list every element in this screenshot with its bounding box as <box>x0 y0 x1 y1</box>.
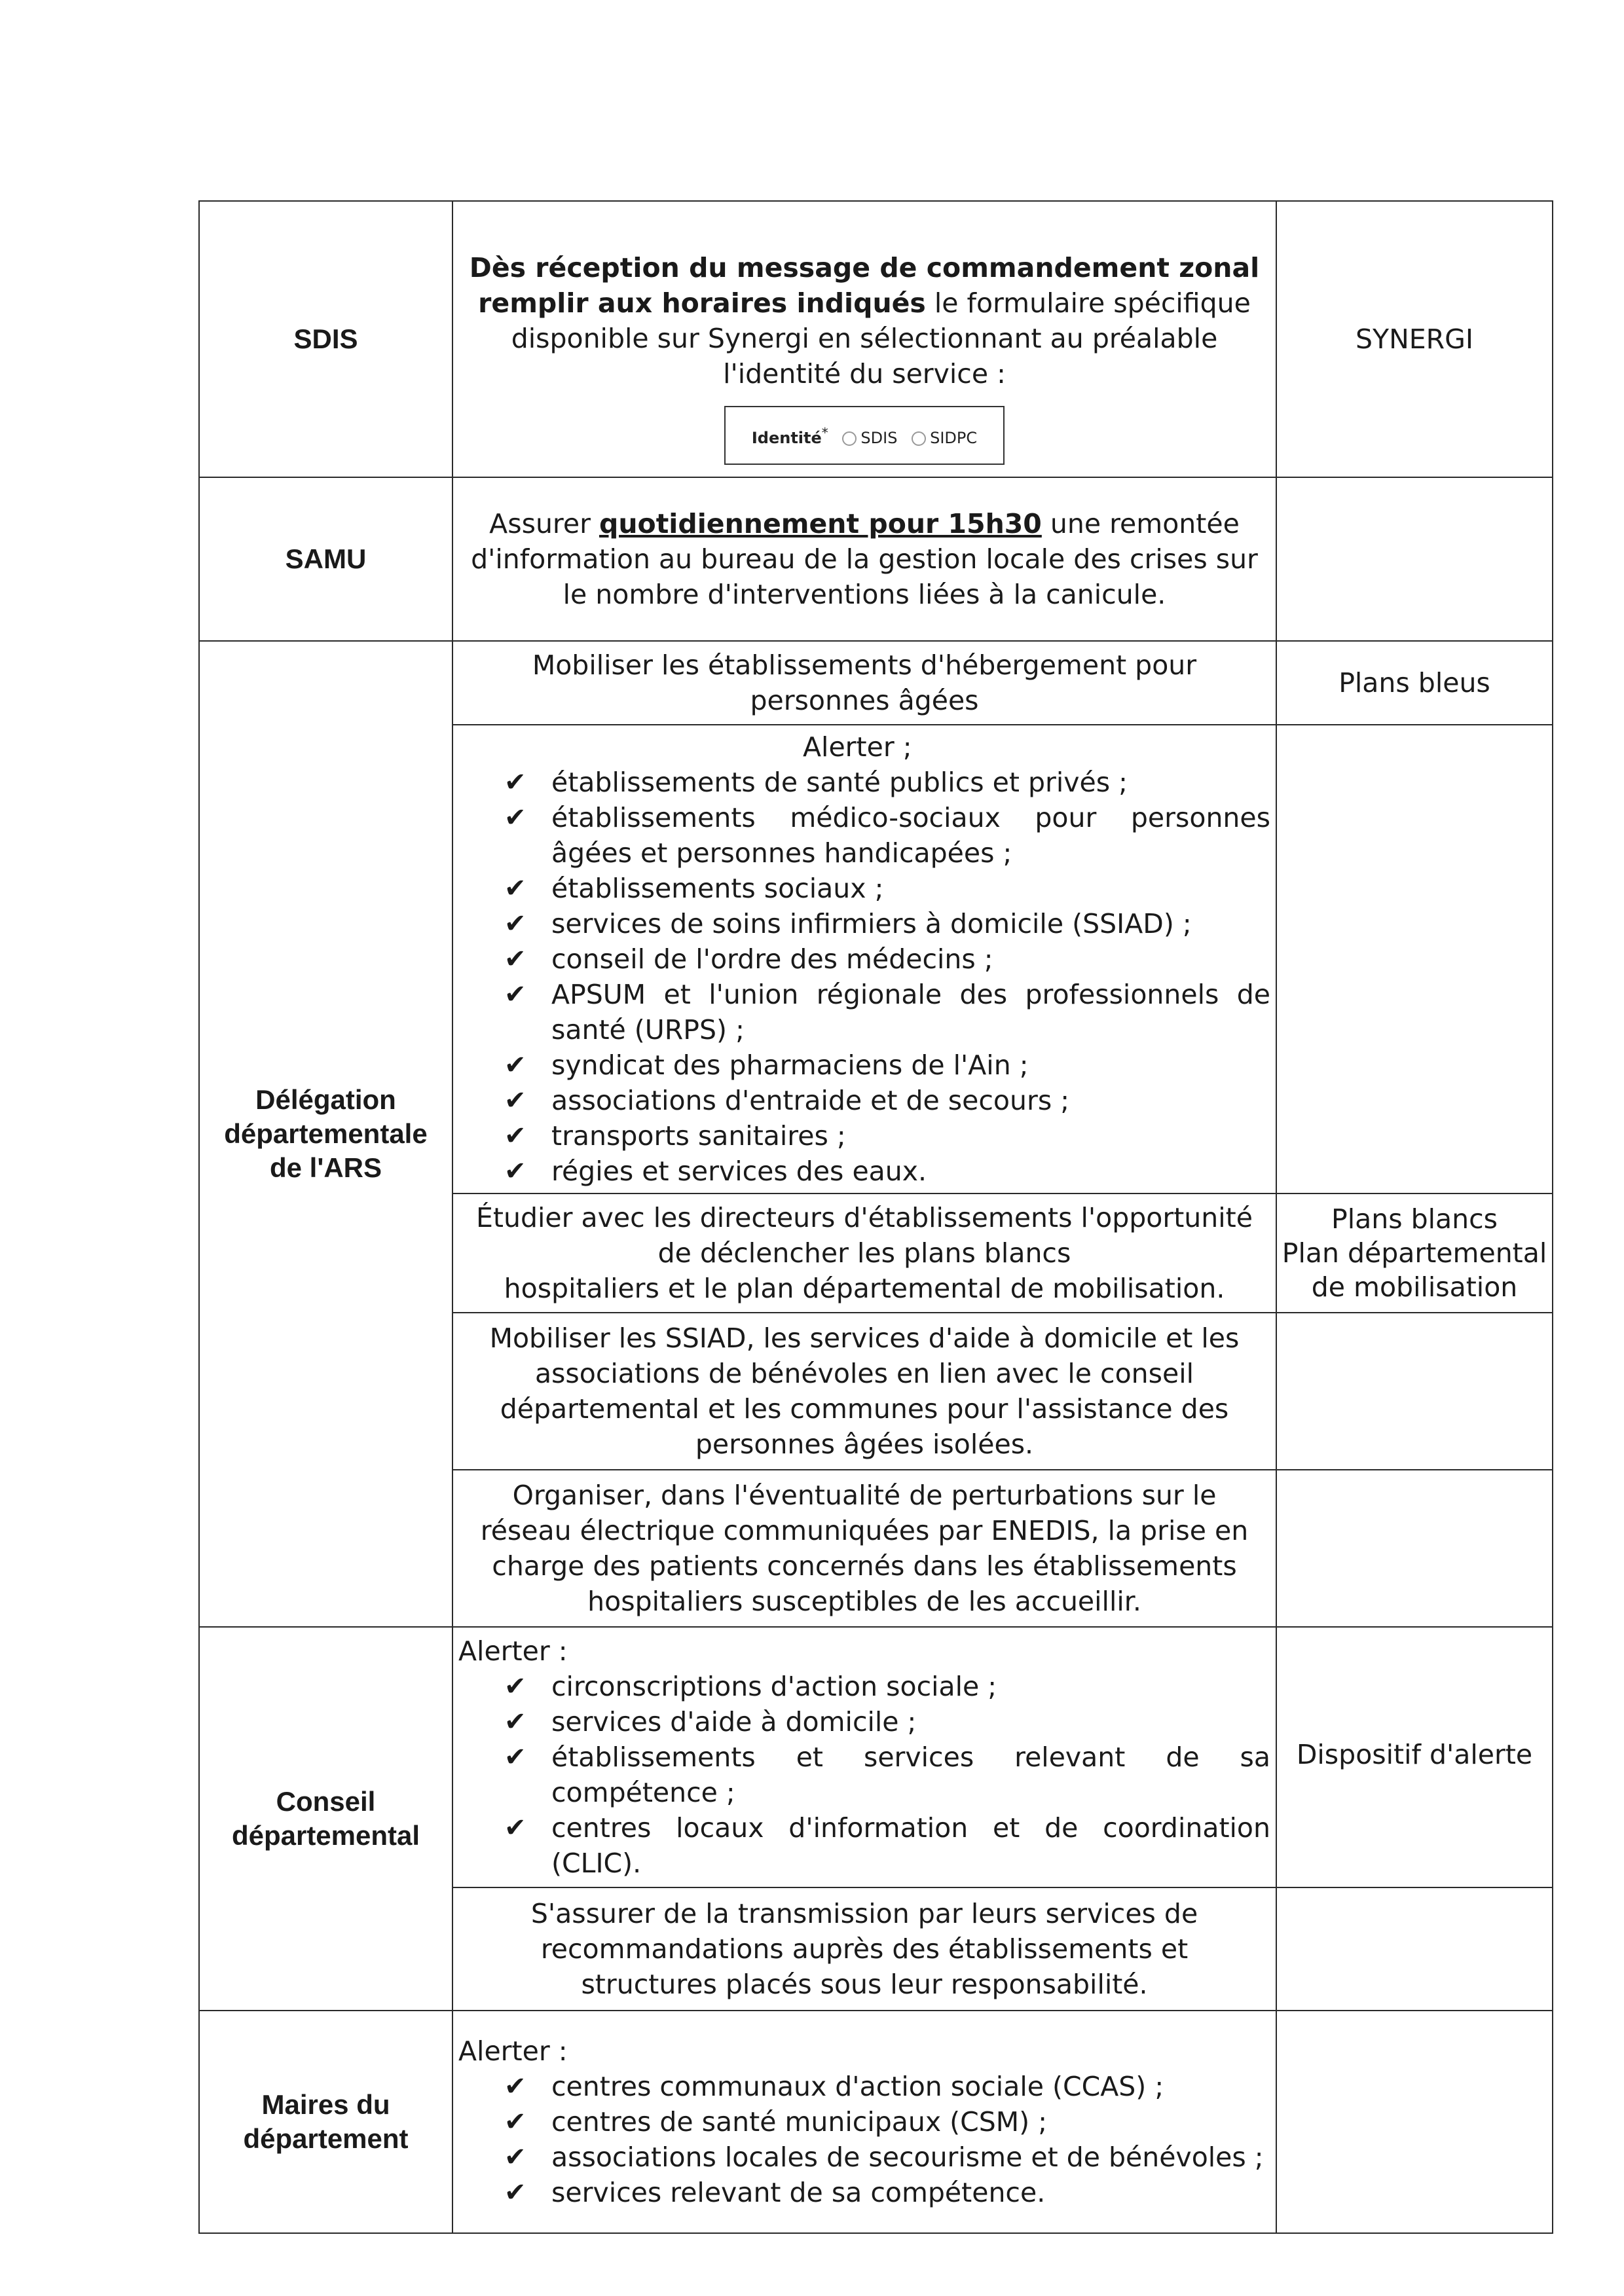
list-item-text: syndicat des pharmaciens de l'Ain ; <box>551 1049 1029 1081</box>
check-icon: ✔ <box>504 2071 526 2102</box>
actor-sdis <box>199 201 452 477</box>
actor-ars-line3: de l'ARS <box>269 1152 382 1183</box>
check-icon: ✔ <box>504 873 526 903</box>
tool-plans-blancs <box>1276 1194 1553 1313</box>
samu-line2: d'information au bureau de la gestion locale des crises sur <box>471 543 1258 575</box>
check-icon: ✔ <box>504 767 526 797</box>
row-cd-alerter <box>199 1627 1553 1887</box>
tool-ars-ssiad <box>1276 1313 1553 1470</box>
cd-alert-lead: Alerter : <box>458 1635 568 1667</box>
list-item-text: établissements médico-sociaux pour personnes âgées et personnes handicapées ; <box>551 802 1270 869</box>
sdis-line2-rest: le formulaire spécifique <box>925 287 1251 319</box>
check-icon: ✔ <box>504 909 526 939</box>
tool-ars-alert <box>1276 725 1553 1194</box>
cd-assurer-text: S'assurer de la transmission par leurs services de recommandations auprès des établissements et structures placés sous leur responsabilité. <box>530 1898 1198 2000</box>
list-item-text: circonscriptions d'action sociale ; <box>551 1671 997 1702</box>
tool-samu <box>1276 477 1553 641</box>
check-icon: ✔ <box>504 944 526 974</box>
list-item <box>453 2069 1270 2104</box>
list-item <box>453 1810 1270 1881</box>
samu-line3: le nombre d'interventions liées à la canicule. <box>563 579 1166 610</box>
actor-maires-line1: Maires du <box>261 2089 390 2120</box>
maires-alert-items <box>453 2069 1270 2210</box>
list-item <box>453 1740 1270 1810</box>
cd-alert-items <box>453 1669 1270 1881</box>
list-item <box>453 2175 1270 2210</box>
list-item-text: établissements de santé publics et privés ; <box>551 767 1128 798</box>
row-ars-mobiliser <box>199 641 1553 725</box>
list-item <box>453 1048 1270 1083</box>
row-maires <box>199 2011 1553 2233</box>
identity-form-snippet <box>724 406 1005 465</box>
tool-cd-assurer <box>1276 1887 1553 2011</box>
maires-alert-lead: Alerter : <box>458 2035 568 2067</box>
tool-plans-blancs-l3: de mobilisation <box>1311 1271 1518 1303</box>
ars-etudier-l2: de déclencher les plans blancs <box>657 1237 1071 1269</box>
list-item <box>453 800 1270 871</box>
check-icon: ✔ <box>504 2107 526 2137</box>
list-item <box>453 941 1270 977</box>
ars-ssiad <box>452 1313 1276 1470</box>
actor-ars <box>199 641 452 1627</box>
required-mark: * <box>821 425 828 441</box>
radio-sdis-icon[interactable] <box>842 431 857 446</box>
ars-mobiliser-text: Mobiliser les établissements d'hébergement pour personnes âgées <box>532 649 1197 716</box>
actor-maires <box>199 2011 452 2233</box>
samu-post: une remontée <box>1041 508 1240 539</box>
radio-sidpc-icon[interactable] <box>912 431 926 446</box>
sdis-line1: Dès réception du message de commandement zonal <box>469 252 1260 283</box>
list-item-text: associations d'entraide et de secours ; <box>551 1085 1070 1116</box>
list-item-text: APSUM et l'union régionale des professionnels de santé (URPS) ; <box>551 979 1270 1046</box>
tool-dispositif-alerte <box>1276 1627 1553 1887</box>
actor-label: SAMU <box>285 543 367 574</box>
list-item <box>453 2140 1270 2175</box>
ars-etudier-l3: hospitaliers et le plan départemental de mobilisation. <box>504 1273 1225 1304</box>
tool-sdis <box>1276 201 1553 477</box>
list-item <box>453 1669 1270 1704</box>
list-item-text: services relevant de sa compétence. <box>551 2177 1046 2208</box>
actor-cd-line1: Conseil <box>276 1786 376 1817</box>
actor-samu <box>199 477 452 641</box>
sdis-line4: l'identité du service : <box>723 358 1006 390</box>
check-icon: ✔ <box>504 2142 526 2172</box>
tool-dispositif-alerte-label: Dispositif d'alerte <box>1296 1739 1533 1770</box>
check-icon: ✔ <box>504 1121 526 1151</box>
sdis-instructions <box>452 201 1276 477</box>
list-item <box>453 871 1270 906</box>
ars-organiser <box>452 1470 1276 1627</box>
check-icon: ✔ <box>504 1671 526 1702</box>
list-item <box>453 765 1270 800</box>
list-item-text: établissements et services relevant de sa compétence ; <box>551 1741 1270 1808</box>
tool-maires <box>1276 2011 1553 2233</box>
samu-deadline: quotidiennement pour 15h30 <box>599 508 1042 539</box>
list-item <box>453 906 1270 941</box>
list-item-text: établissements sociaux ; <box>551 873 884 904</box>
sdis-line2-bold: remplir aux horaires indiqués <box>478 287 926 319</box>
tool-plans-blancs-l1: Plans blancs <box>1331 1203 1498 1235</box>
check-icon: ✔ <box>504 2178 526 2208</box>
check-icon: ✔ <box>504 803 526 833</box>
check-icon: ✔ <box>504 979 526 1010</box>
measures-table <box>198 200 1553 2234</box>
tool-plans-bleus <box>1276 641 1553 725</box>
cd-assurer <box>452 1887 1276 2011</box>
tool-plans-bleus-label: Plans bleus <box>1338 667 1490 699</box>
ars-alert-lead: Alerter ; <box>803 731 912 763</box>
sdis-line3: disponible sur Synergi en sélectionnant au préalable <box>511 323 1218 354</box>
list-item <box>453 1118 1270 1154</box>
samu-instructions <box>452 477 1276 641</box>
check-icon: ✔ <box>504 1742 526 1772</box>
ars-organiser-text: Organiser, dans l'éventualité de perturbations sur le réseau électrique communiquées par ENEDIS, la prise en charge des patients concernés dans les établissements hospitaliers susceptibles de les accueillir. <box>480 1480 1249 1617</box>
list-item <box>453 1154 1270 1189</box>
ars-alert-list <box>452 725 1276 1194</box>
tool-plans-blancs-l2: Plan départemental <box>1282 1237 1547 1269</box>
check-icon: ✔ <box>504 1085 526 1116</box>
list-item <box>453 2104 1270 2140</box>
actor-ars-line2: départementale <box>224 1118 428 1149</box>
check-icon: ✔ <box>504 1050 526 1080</box>
actor-label: SDIS <box>293 323 358 354</box>
actor-maires-line2: département <box>243 2123 409 2154</box>
check-icon: ✔ <box>504 1813 526 1843</box>
actor-ars-line1: Délégation <box>255 1084 396 1115</box>
actor-cd <box>199 1627 452 2011</box>
list-item-text: centres locaux d'information et de coordination (CLIC). <box>551 1812 1270 1879</box>
ars-mobiliser <box>452 641 1276 725</box>
ars-ssiad-text: Mobiliser les SSIAD, les services d'aide à domicile et les associations de bénévoles en lien avec le conseil départemental et les communes pour l'assistance des personnes âgées isolées. <box>489 1322 1240 1460</box>
check-icon: ✔ <box>504 1156 526 1186</box>
cd-alert-list <box>452 1627 1276 1887</box>
list-item-text: services de soins infirmiers à domicile (SSIAD) ; <box>551 908 1192 939</box>
identity-label: Identité <box>751 429 822 447</box>
list-item-text: transports sanitaires ; <box>551 1120 846 1152</box>
radio-sdis-label: SDIS <box>860 429 898 447</box>
samu-pre: Assurer <box>489 508 599 539</box>
list-item-text: centres communaux d'action sociale (CCAS) ; <box>551 2071 1164 2102</box>
list-item <box>453 1083 1270 1118</box>
maires-alert-list <box>452 2011 1276 2233</box>
row-samu <box>199 477 1553 641</box>
list-item <box>453 977 1270 1048</box>
list-item-text: régies et services des eaux. <box>551 1156 927 1187</box>
tool-synergi: SYNERGI <box>1356 323 1473 355</box>
tool-ars-organiser <box>1276 1470 1553 1627</box>
list-item <box>453 1704 1270 1740</box>
list-item-text: services d'aide à domicile ; <box>551 1706 917 1738</box>
list-item-text: conseil de l'ordre des médecins ; <box>551 943 993 975</box>
actor-cd-line2: départemental <box>231 1820 420 1851</box>
ars-etudier <box>452 1194 1276 1313</box>
list-item-text: centres de santé municipaux (CSM) ; <box>551 2106 1048 2138</box>
radio-sidpc-label: SIDPC <box>930 429 978 447</box>
ars-alert-items <box>453 765 1270 1189</box>
check-icon: ✔ <box>504 1707 526 1737</box>
row-sdis <box>199 201 1553 477</box>
ars-etudier-l1: Étudier avec les directeurs d'établissements l'opportunité <box>476 1202 1253 1233</box>
list-item-text: associations locales de secourisme et de bénévoles ; <box>551 2141 1264 2173</box>
